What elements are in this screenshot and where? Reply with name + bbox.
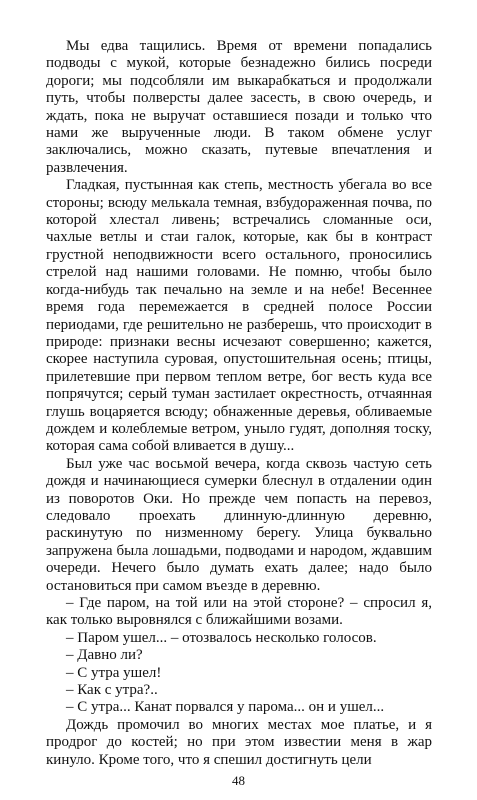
dialogue-line: – Давно ли?	[66, 647, 143, 664]
dialogue-line: – Паром ушел... – отозвалось несколько голосов.	[66, 629, 377, 646]
dialogue-line: – Где паром, на той или на этой стороне? – спросил я, как только выровнялся с ближайшими возами.	[46, 595, 432, 629]
paragraph: Был уже час восьмой вечера, когда сквозь частую сеть дождя и начинающиеся сумерки блеснул в отдалении один из поворотов Оки. Но прежде чем попасть на перевоз, следовало проехать длинную-длинную деревню, раскинутую по низменному берегу. Улица буквально запружена была лошадьми, подводами и народом, ждавшим очереди. Нечего было думать ехать далее; надо было остановиться при самом въезде в деревню.	[46, 455, 432, 594]
paragraph: Дождь промочил во многих местах мое платье, и я продрог до костей; но при этом известии меня в жар кинуло. Кроме того, что я спешил достигнуть цели	[46, 716, 432, 768]
page-number: 48	[232, 773, 245, 788]
paragraph: Гладкая, пустынная как степь, местность убегала во все стороны; всюду мелькала темная, взбудораженная почва, по которой хлестал ливень; встречались сломанные оси, чахлые ветлы и стаи галок, которые, как бы в контраст грустной неподвижности всего остального, проносились стрелой над нашими головами. Не помню, чтобы было когда-нибудь так печально на земле и на небе! Весеннее время года перемежается в средней полосе России периодами, где решительно не разберешь, что происходит в природе: признаки весны исчезают совершенно; кажется, скорее наступила суровая, опустошительная осень; птицы, прилетевшие при первом теплом ветре, бог весть куда все попрячутся; серый туман застилает окрестность, отчаянная глушь воцаряется всюду; обнаженные деревья, обливаемые дождем и колеблемые ветром, уныло гудят, дополняя тоску, которая сама собой вливается в душу...	[46, 177, 432, 455]
dialogue-line: – С утра... Канат порвался у парома... он и ушел...	[66, 699, 385, 716]
book-page-text	[46, 38, 432, 769]
paragraph: Мы едва тащились. Время от времени попадались подводы с мукой, которые безнадежно бились посреди дороги; мы подсобляли им выкарабкаться и продолжали путь, чтобы полверсты далее засесть, в свою очередь, и ждать, пока не выручат оставшиеся позади и только что нами же вырученные люди. В таком обмене услуг заключались, можно сказать, путевые впечатления и развлечения.	[46, 38, 432, 176]
dialogue-line: – С утра ушел!	[66, 664, 162, 681]
dialogue-line: – Как с утра?..	[66, 682, 158, 699]
